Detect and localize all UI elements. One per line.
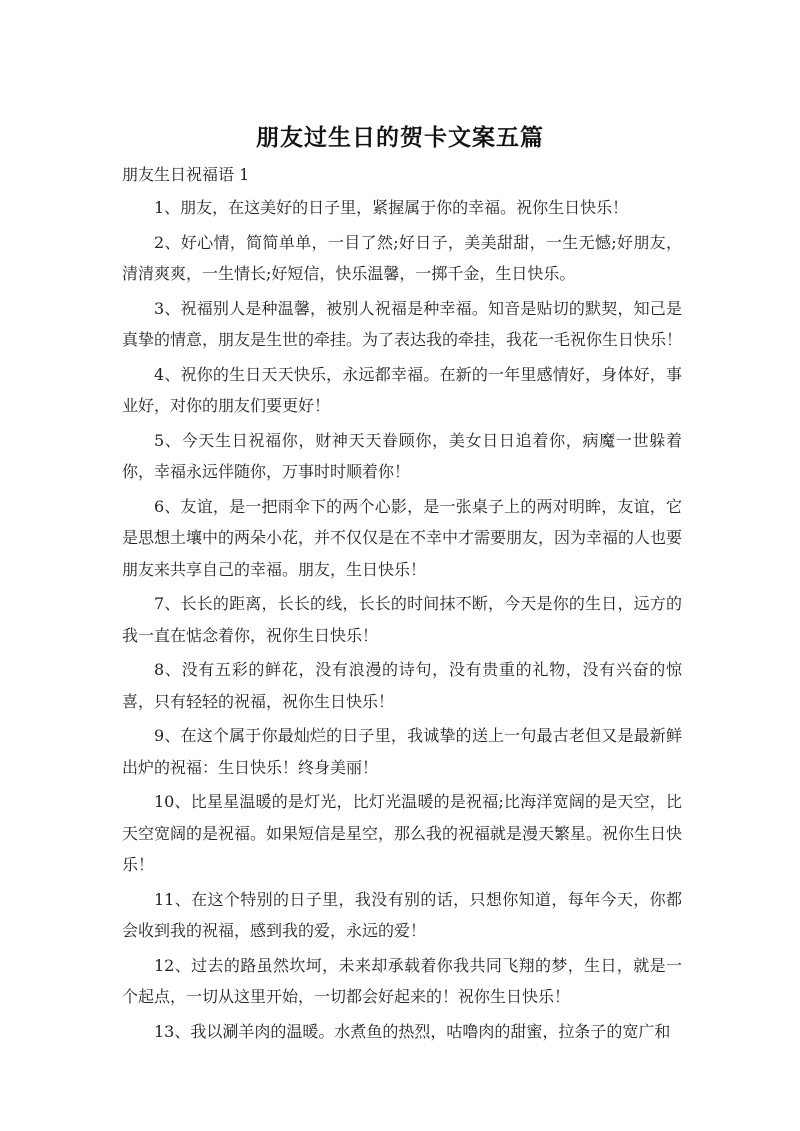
paragraph-5: 5、今天生日祝福你，财神天天眷顾你，美女日日追着你，病魔一世躲着你，幸福永远伴随你，万事时时顺着你！ <box>122 430 682 481</box>
paragraph-4: 4、祝你的生日天天快乐，永远都幸福。在新的一年里感情好，身体好，事业好，对你的朋友们要更好！ <box>122 364 682 415</box>
paragraph-1: 1、朋友，在这美好的日子里，紧握属于你的幸福。祝你生日快乐！ <box>154 198 629 217</box>
paragraph-10: 10、比星星温暖的是灯光，比灯光温暖的是祝福;比海洋宽阔的是天空，比天空宽阔的是祝福。如果短信是星空，那么我的祝福就是漫天繁星。祝你生日快乐！ <box>122 792 683 874</box>
section-heading: 朋友生日祝福语 1 <box>122 165 250 184</box>
paragraph-8: 8、没有五彩的鲜花，没有浪漫的诗句，没有贵重的礼物，没有兴奋的惊喜，只有轻轻的祝福，祝你生日快乐！ <box>122 660 682 711</box>
paragraph-6: 6、友谊，是一把雨伞下的两个心影，是一张桌子上的两对明眸，友谊，它是思想土壤中的两朵小花，并不仅仅是在不幸中才需要朋友，因为幸福的人也要朋友来共享自己的幸福。朋友，生日快乐！ <box>122 496 683 579</box>
paragraph-3: 3、祝福别人是种温馨，被别人祝福是种幸福。知音是贴切的默契，知己是真挚的情意，朋友是生世的牵挂。为了表达我的牵挂，我花一毛祝你生日快乐！ <box>122 298 683 349</box>
document-body <box>122 192 682 1050</box>
paragraph-7: 7、长长的距离，长长的线，长长的时间抹不断，今天是你的生日，远方的我一直在惦念着你，祝你生日快乐！ <box>122 594 682 645</box>
paragraph-2: 2、好心情，简简单单，一目了然;好日子，美美甜甜，一生无憾;好朋友，清清爽爽，一生情长;好短信，快乐温馨，一掷千金，生日快乐。 <box>122 232 682 283</box>
paragraph-12: 12、过去的路虽然坎坷，未来却承载着你我共同飞翔的梦，生日，就是一个起点，一切从这里开始，一切都会好起来的！祝你生日快乐！ <box>122 955 682 1006</box>
page-title: 朋友过生日的贺卡文案五篇 <box>256 125 544 151</box>
paragraph-13: 13、我以涮羊肉的温暖。水煮鱼的热烈，咕噜肉的甜蜜，拉条子的宽广和 <box>154 1021 671 1041</box>
paragraph-11: 11、在这个特别的日子里，我没有别的话，只想你知道，每年今天，你都会收到我的祝福，感到我的爱，永远的爱！ <box>122 889 682 940</box>
paragraph-9: 9、在这个属于你最灿烂的日子里，我诚挚的送上一句最古老但又是最新鲜出炉的祝福：生日快乐！终身美丽！ <box>122 726 682 777</box>
